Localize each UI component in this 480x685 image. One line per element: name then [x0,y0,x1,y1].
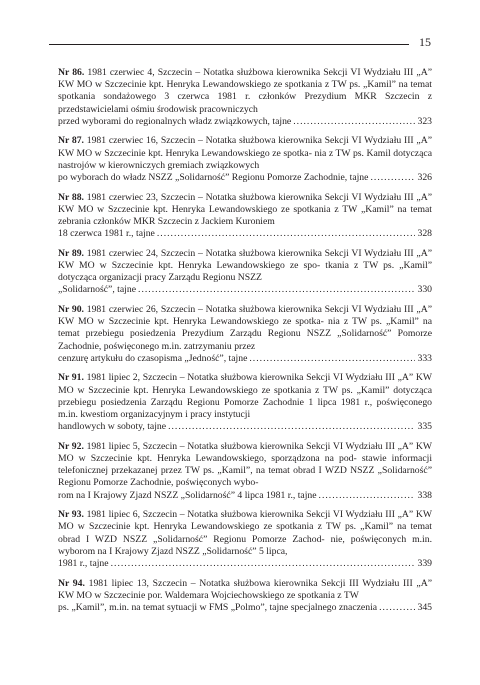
toc-entry-last-text: 18 czerwca 1981 r., tajne [58,228,155,240]
toc-entry-last-line [58,228,432,240]
toc-entry-line: ps. „Kamil” na temat obrad I WZD NSZZ „Solidarność” Regionu Pomorze Zachod- [58,521,432,545]
toc-entry-page: 328 [417,228,432,240]
toc-entry-last-line [58,284,432,296]
toc-entry [58,67,432,128]
toc-entry-last-text: handlowych w soboty, tajne [58,421,167,433]
dot-leader [157,228,416,240]
dot-leader [111,558,416,570]
toc-entry-last-line [58,116,432,128]
toc-entry-last-text: 1981 r., tajne [58,558,109,570]
toc-entry-line: ps. „Kamil” dotycząca przebiegu posiedzenia Zarządu Regionu Pomorze Zachodnie [58,384,433,408]
toc-entry-last-text: cenzurę artykułu do czasopisma „Jedność”, tajne [58,352,248,364]
toc-entry [58,248,432,297]
toc-entry-body [58,248,432,285]
dot-leader [319,490,416,502]
dot-leader [379,602,415,614]
toc-entry-body [58,67,432,116]
toc-entry-line: III „A” KW MO w Szczecinie kpt. Henryka Lewandowskiego, sporządzona na pod- [58,440,433,465]
toc-entry-page: 333 [417,352,432,364]
toc-entry-body [58,509,432,558]
dot-leader [138,284,415,296]
toc-entry-line: Wydziału III „A” KW MO w Szczecinie kpt. Henryka Lewandowskiego ze spo- [58,247,432,272]
dot-leader [168,421,415,433]
page-number: 15 [419,35,431,49]
toc-entry-line: 1981 czerwiec 26, Szczecin – Notatka służbowa kierownika Sekcji VI [86,304,362,316]
toc-entry [58,578,432,615]
toc-entry-line: 1981 lipiec 6, Szczecin – Notatka służbowa kierownika Sekcji VI Wydziału [86,509,383,521]
toc-entry [58,192,432,241]
toc-entry-number: Nr 94. [58,577,85,589]
toc-entry-line: III „A” KW MO w Szczecinie kpt. Henryka Lewandowskiego ze spotkania z TW [58,372,433,396]
header-rule [49,44,409,45]
toc-entry-last-line [58,421,432,433]
toc-entry-page: 330 [417,284,432,296]
toc-entry-number: Nr 87. [58,135,84,147]
toc-entry-line: z TW ps. „Kamil” na temat spotkania sondażowego 3 czerwca 1981 r. członków [58,79,432,103]
toc-entry-number: Nr 93. [58,509,84,521]
dot-leader [249,353,415,365]
toc-entry [58,509,432,570]
toc-entry-last-line [58,353,432,365]
toc-entry-page: 345 [417,602,432,614]
toc-entry-line: Wydziału III „A” KW MO w Szczecinie kpt. Henryka Lewandowskiego ze spotkania [58,191,432,215]
toc-entry-number: Nr 88. [58,191,84,203]
toc-entry-line: z TW „Kamil” na temat zebrania członków MKR Szczecin z Jackiem Kuroniem [58,203,432,228]
toc-entry [58,135,432,184]
toc-entry-last-text: ps. „Kamil”, m.in. na temat sytuacji w FMS „Polmo”, tajne specjalnego znaczenia [58,602,378,614]
toc-entry-last-line [58,602,432,614]
toc-entry-line: stawie informacji telefonicznej przekazanej przez TW ps. „Kamil”, na temat obrad [58,453,433,477]
toc-entry-body [58,372,432,421]
toc-entry-page: 339 [417,558,432,570]
toc-entry-line: 1981 czerwiec 4, Szczecin – Notatka służbowa kierownika Sekcji VI [87,67,361,78]
toc-entry-line: Wydziału III „A” KW MO w Szczecinie kpt. Henryka Lewandowskiego ze spotka- [58,135,432,159]
toc-entry [58,441,432,502]
toc-entry-line: Prezydium MKR Szczecin z przedstawicielami ośmiu środowisk pracowniczych [58,91,432,115]
toc-entry-line: 1 lipca 1981 r., poświęconego m.in. kwestiom organizacyjnym i pracy instytucji [58,396,433,421]
toc-entry-line: nia z TW ps. „Kamil” na temat przebiegu posiedzenia Prezydium Zarządu Regionu [58,316,433,340]
toc-entry-page: 326 [417,172,432,184]
toc-entry-line: nie, poświęconych m.in. wyborom na I Krajowy Zjazd NSZZ „Solidarność” 5 lipca, [58,533,433,557]
toc-entry-line: III „A” KW MO w Szczecinie kpt. Henryka Lewandowskiego ze spotkania z TW [58,509,433,533]
toc-entry-page: 338 [417,489,432,501]
toc-entry-line: 1981 czerwiec 23, Szczecin – Notatka służbowa kierownika Sekcji VI [86,191,362,203]
toc-entry-line: I WZD NSZZ „Solidarność” Regionu Pomorze Zachodnie, poświęconych wybo- [58,465,432,489]
toc-entry-body [58,578,432,602]
toc-entry-number: Nr 90. [58,304,84,316]
toc-entry [58,372,432,433]
toc-entry-last-text: przed wyborami do regionalnych władz związkowych, tajne [58,115,292,127]
toc-entry-line: III „A” KW MO w Szczecinie por. Waldemara Wojciechowskiego ze spotkania z TW [58,577,433,601]
toc-entry-number: Nr 86. [58,67,85,78]
toc-entry-last-line [58,558,432,570]
toc-entry-line: 1981 lipiec 5, Szczecin – Notatka służbowa kierownika Sekcji VI Wydziału [86,440,383,452]
toc-entry-line: NSZZ „Solidarność” Pomorze Zachodnie, poświęconego m.in. zatrzymaniu przez [58,328,433,352]
toc-entry-last-text: „Solidarność”, tajne [58,284,137,296]
toc-entry-line: 1981 lipiec 2, Szczecin – Notatka służbowa kierownika Sekcji VI Wydziału [86,372,383,384]
toc-entry-last-text: po wyborach do władz NSZZ „Solidarność” Regionu Pomorze Zachodnie, tajne [58,172,369,184]
toc-entry-body [58,135,432,172]
toc-entry-line: Wydziału III „A” KW MO w Szczecinie kpt. Henryka Lewandowskiego ze spotka- [58,304,432,328]
toc-entry-body [58,192,432,229]
toc-entry-number: Nr 89. [58,247,84,259]
toc-entry-page: 323 [417,115,432,127]
toc-entry-last-line [58,172,432,184]
toc-entry-line: tkania z TW ps. „Kamil” dotycząca organizacji pracy Zarządu Regionu NSZZ [58,260,432,284]
toc-entry-last-line [58,490,432,502]
toc-entry-body [58,304,432,353]
dot-leader [370,172,415,184]
toc-entry-line: 1981 czerwiec 24, Szczecin – Notatka służbowa kierownika Sekcji VI [86,247,362,259]
table-of-contents [58,67,432,622]
toc-entry-line: 1981 czerwiec 16, Szczecin – Notatka służbowa kierownika Sekcji VI [86,135,362,147]
toc-entry [58,304,432,365]
dot-leader [293,116,415,128]
toc-entry-body [58,441,432,490]
toc-entry-line: Wydziału III „A” KW MO w Szczecinie kpt. Henryka Lewandowskiego ze spotkania [58,67,433,91]
toc-entry-last-text: rom na I Krajowy Zjazd NSZZ „Solidarność” 4 lipca 1981 r., tajne [58,489,317,501]
toc-entry-line: 1981 lipiec 13, Szczecin – Notatka służbowa kierownika Sekcji III Wydziału [88,577,400,589]
toc-entry-number: Nr 91. [58,372,84,384]
toc-entry-page: 335 [417,421,432,433]
toc-entry-line: nia z TW ps. Kamil dotycząca nastrojów w kierowniczych gremiach związkowych [58,147,432,171]
toc-entry-number: Nr 92. [58,440,84,452]
